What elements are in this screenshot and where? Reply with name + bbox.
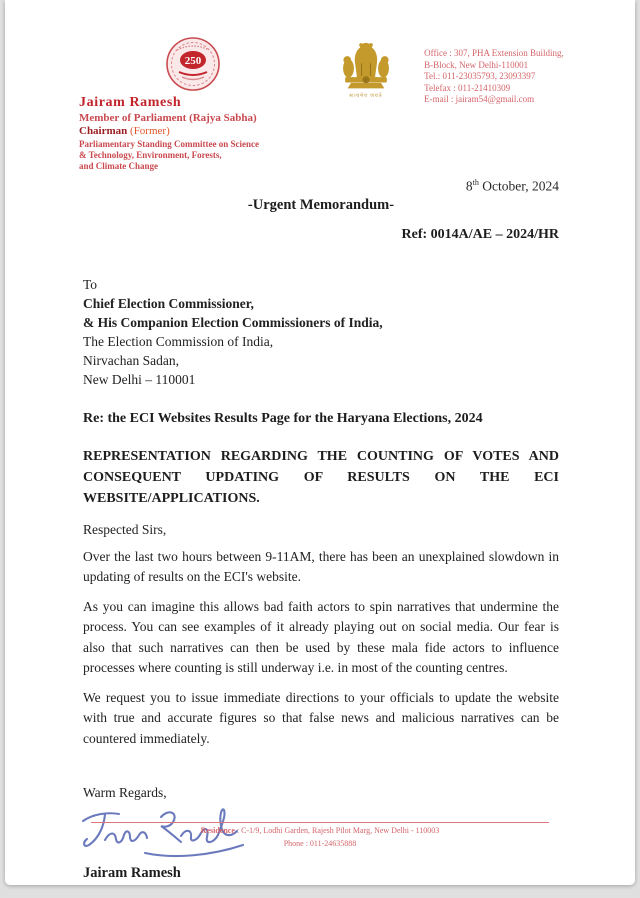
emblem-block (308, 36, 424, 172)
recipient-line: The Election Commission of India, (83, 333, 274, 349)
signatory-name: Jairam Ramesh (83, 865, 181, 881)
residence-label: Residence (200, 826, 235, 835)
subject-line: Re: the ECI Websites Results Page for the Haryana Elections, 2024 (83, 410, 483, 426)
date-suffix: th (472, 178, 479, 187)
office-address-line: Office : 307, PHA Extension Building, (424, 48, 564, 58)
office-address (424, 36, 589, 172)
ref-number: Ref: 0014A/AE – 2024/HR (401, 226, 559, 242)
chairman-label: Chairman (79, 125, 128, 137)
sender-title: Member of Parliament (Rajya Sabha) (79, 112, 257, 124)
recipient-line: & His Companion Election Commissioners of India, (83, 314, 383, 330)
body-paragraph-1: Over the last two hours between 9-11AM, there has been an unexplained slowdown in updating of results on the ECI's website. (83, 548, 559, 584)
office-address-line: Tel.: 011-23035793, 23093397 (424, 71, 536, 81)
committee-line: & Technology, Environment, Forests, (79, 150, 222, 160)
recipient-to: To (83, 276, 98, 292)
memo-title: -Urgent Memorandum- (247, 196, 395, 213)
former-label: (Former) (130, 125, 170, 137)
rajya-sabha-250-seal-icon (165, 36, 221, 92)
representation-heading: REPRESENTATION REGARDING THE COUNTING OF VOTES AND CONSEQUENT UPDATING OF RESULTS ON THE ECI WEBSITE/APPLICATIONS. (83, 448, 559, 506)
sender-chairman-row (79, 125, 308, 137)
recipient-line: Chief Election Commissioner, (83, 295, 254, 311)
letter-footer (5, 822, 635, 849)
seal-wrap (79, 36, 308, 92)
letter-date (83, 178, 559, 195)
recipient-block (83, 275, 559, 389)
date-day: 8 (465, 178, 473, 194)
letter-content (5, 178, 635, 882)
committee-line: and Climate Change (79, 161, 159, 171)
recipient-line: New Delhi – 110001 (83, 371, 196, 387)
committee-name (79, 139, 308, 172)
recipient-line: Nirvachan Sadan, (83, 352, 179, 368)
seal-number: 250 (185, 55, 202, 67)
footer-phone: Phone : 011-24635888 (283, 839, 357, 848)
closing-regards: Warm Regards, (83, 785, 167, 800)
sender-block (79, 36, 308, 172)
national-emblem-icon (341, 38, 391, 92)
office-address-line: B-Block, New Delhi-110001 (424, 59, 529, 70)
salutation: Respected Sirs, (83, 521, 167, 537)
emblem-motto: सत्यमेव जयते (349, 94, 383, 99)
sender-name: Jairam Ramesh (79, 95, 182, 110)
body-paragraph-3: We request you to issue immediate directions to your officials to update the website with true and accurate figures so that false news and malicious narratives can be countered immediately. (83, 689, 559, 746)
office-address-line: Telefax : 011-21410309 (424, 82, 511, 93)
committee-line: Parliamentary Standing Committee on Science (79, 139, 259, 149)
letterhead (5, 0, 635, 172)
footer-divider (91, 822, 549, 823)
office-address-line: E-mail : jairam54@gmail.com (424, 94, 535, 104)
date-rest: October, 2024 (478, 178, 559, 194)
body-paragraph-2: As you can imagine this allows bad faith actors to spin narratives that undermine the process. You can see examples of it already playing out on social media. Our fear is also that such narratives can then be used by these mala fide actors to influence processes where counting is still underway i.e. in most of the counting centres. (83, 598, 559, 675)
footer-residence (5, 826, 635, 836)
residence-value: : C-1/9, Lodhi Garden, Rajesh Pilot Marg, New Delhi - 110003 (234, 826, 440, 835)
letter-paper (5, 0, 635, 885)
